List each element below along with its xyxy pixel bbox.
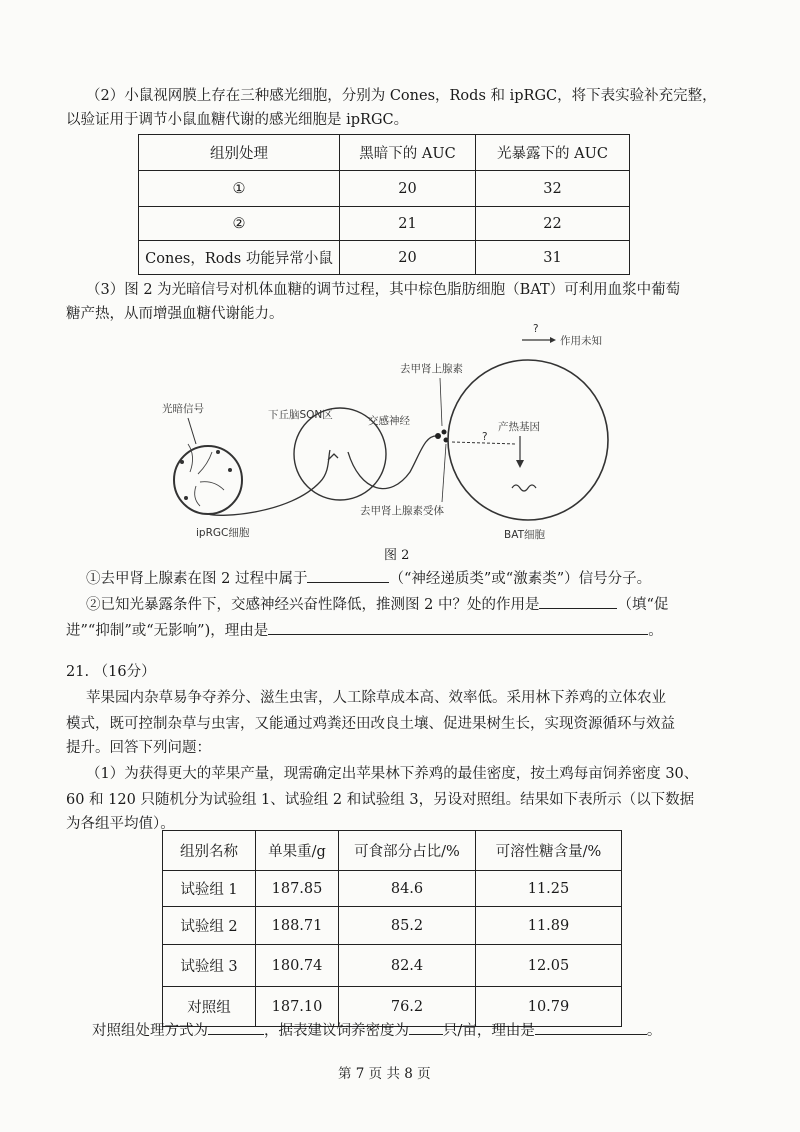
label-norepinephrine: 去甲肾上腺素 (400, 363, 463, 375)
table-cell: 76.2 (339, 987, 476, 1027)
eye-icon (174, 444, 242, 514)
table-cell: ② (139, 207, 340, 241)
q20-3-sub1 (86, 568, 651, 589)
answer-blank[interactable] (539, 594, 617, 609)
table-cell: 12.05 (476, 945, 622, 987)
table-cell: 对照组 (163, 987, 256, 1027)
label-bat-cell: BAT细胞 (504, 529, 545, 541)
label-thermogenic-gene: 产热基因 (498, 421, 540, 433)
table-header-cell: 单果重/g (256, 831, 339, 871)
label-iprgc-cell: ipRGC细胞 (196, 527, 250, 539)
legend-unknown-effect (522, 323, 602, 347)
table-cell: Cones，Rods 功能异常小鼠 (139, 241, 340, 275)
table-header-row (163, 831, 622, 871)
legend-label: 作用未知 (560, 335, 602, 347)
q20-3-line1: （3）图 2 为光暗信号对机体血糖的调节过程，其中棕色脂肪细胞（BAT）可利用血浆中葡萄 (86, 282, 681, 298)
table-cell: 187.10 (256, 987, 339, 1027)
table-cell: 21 (340, 207, 476, 241)
table-header-cell: 可溶性糖含量/% (476, 831, 622, 871)
answer-blank[interactable] (307, 568, 389, 583)
table-row (163, 945, 622, 987)
q20-3-sub2b-text: 。 (648, 623, 663, 639)
table-cell: 180.74 (256, 945, 339, 987)
pointer-line (442, 444, 446, 502)
auc-table (138, 134, 630, 275)
q20-3-sub2b (66, 620, 663, 641)
label-receptor: 去甲肾上腺素受体 (360, 505, 444, 517)
table-cell: 84.6 (339, 871, 476, 907)
q20-3-sub1-text: ①去甲肾上腺素在图 2 过程中属于 (86, 571, 308, 587)
table-header-cell: 组别名称 (163, 831, 256, 871)
table-header-cell: 黑暗下的 AUC (340, 135, 476, 171)
q21-final-text: 。 (646, 1023, 662, 1039)
q21-intro-line2: 模式，既可控制杂草与虫害，又能通过鸡粪还田改良土壤、促进果树生长，实现资源循环与效益 (66, 716, 675, 732)
arrowhead-icon (516, 460, 524, 468)
legend-question-mark: ? (533, 323, 539, 335)
sympathetic-nerve-path (348, 436, 438, 489)
q21-intro-line1: 苹果园内杂草易争夺养分、滋生虫害，人工除草成本高、效率低。采用林下养鸡的立体农业 (86, 690, 666, 706)
table-header-cell: 可食部分占比/% (339, 831, 476, 871)
q20-3-sub1-text: （“神经递质类”或“激素类”）信号分子。 (389, 571, 652, 587)
bat-cell-circle (448, 360, 608, 520)
q20-3-sub2 (86, 594, 668, 615)
q20-3-sub2b-text: 进”“抑制”或“无影响”)，理由是 (66, 623, 269, 639)
q20-3-sub2-text: ②已知光暴露条件下，交感神经兴奋性降低，推测图 2 中？处的作用是 (86, 597, 540, 613)
table-cell: 187.85 (256, 871, 339, 907)
table-cell: 20 (340, 171, 476, 207)
table-row (139, 241, 630, 275)
table-cell: 10.79 (476, 987, 622, 1027)
table-cell: 20 (340, 241, 476, 275)
table-cell: 试验组 2 (163, 907, 256, 945)
nerve-path (208, 450, 330, 515)
q20-3-line2: 糖产热，从而增强血糖代谢能力。 (66, 306, 284, 322)
table-cell: 82.4 (339, 945, 476, 987)
pointer-line (440, 378, 442, 426)
table-row (139, 207, 630, 241)
answer-blank[interactable] (208, 1020, 264, 1035)
page-footer: 第 7 页 共 8 页 (338, 1066, 431, 1082)
table-row (163, 907, 622, 945)
q21-p1-line2: 60 和 120 只随机分为试验组 1、试验组 2 和试验组 3，另设对照组。结果如下表所示（以下数据 (66, 792, 695, 808)
table-cell: ① (139, 171, 340, 207)
label-light-signal: 光暗信号 (162, 403, 204, 415)
q20-3-sub2-text: （填“促 (617, 597, 669, 613)
answer-blank[interactable] (535, 1020, 647, 1035)
table-cell: 11.25 (476, 871, 622, 907)
q21-final-text: 对照组处理方式为 (92, 1023, 208, 1039)
q21-final-text: 只/亩，理由是 (443, 1023, 535, 1039)
pointer-line (188, 418, 196, 444)
answer-blank[interactable] (268, 620, 648, 635)
table-row (163, 871, 622, 907)
table-cell: 85.2 (339, 907, 476, 945)
legend-arrowhead-icon (550, 337, 556, 343)
table-header-cell: 光暴露下的 AUC (476, 135, 630, 171)
apple-results-table (162, 830, 622, 1027)
label-question-mark: ? (482, 431, 488, 443)
figure-2-diagram (150, 322, 650, 552)
q20-2-line1: （2）小鼠视网膜上存在三种感光细胞，分别为 Cones，Rods 和 ipRGC，将下表实验补充完整， (86, 88, 717, 104)
table-header-cell: 组别处理 (139, 135, 340, 171)
table-cell: 22 (476, 207, 630, 241)
table-header-row (139, 135, 630, 171)
table-cell: 188.71 (256, 907, 339, 945)
table-cell: 31 (476, 241, 630, 275)
vesicle (442, 430, 447, 435)
q21-intro-line3: 提升。回答下列问题： (66, 740, 211, 756)
q21-p1-line1: （1）为获得更大的苹果产量，现需确定出苹果林下养鸡的最佳密度，按土鸡每亩饲养密度 30、 (86, 766, 699, 782)
q21-final-text: ，据表建议饲养密度为 (264, 1023, 409, 1039)
table-cell: 试验组 1 (163, 871, 256, 907)
label-sympathetic-nerve: 交感神经 (368, 415, 410, 427)
label-hypothalamus-son: 下丘脑SON区 (268, 409, 333, 421)
q21-p1-line3: 为各组平均值）。 (66, 816, 175, 832)
q20-2-line2: 以验证用于调节小鼠血糖代谢的感光细胞是 ipRGC。 (66, 112, 409, 128)
table-row (139, 171, 630, 207)
table-cell: 11.89 (476, 907, 622, 945)
vesicle (435, 433, 441, 439)
table-cell: 试验组 3 (163, 945, 256, 987)
answer-blank[interactable] (409, 1020, 443, 1035)
mrna-icon (512, 485, 536, 491)
q21-header: 21. （16分） (66, 664, 156, 680)
figure-caption: 图 2 (384, 548, 410, 563)
table-cell: 32 (476, 171, 630, 207)
q21-final-line (92, 1020, 661, 1041)
